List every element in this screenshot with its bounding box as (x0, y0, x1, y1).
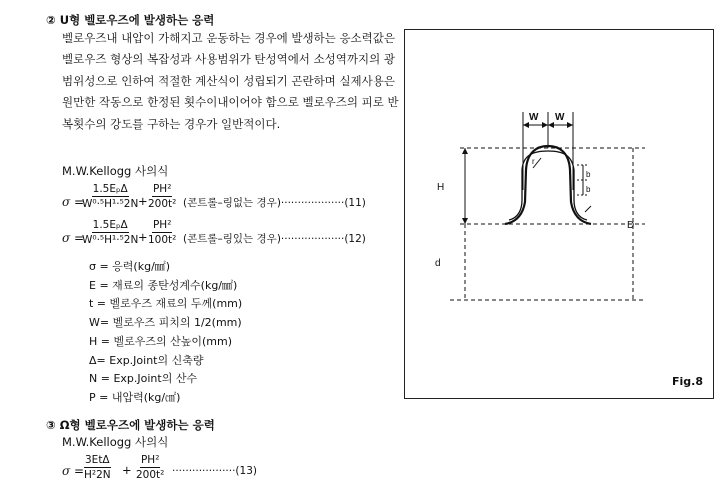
variable-item: E = 재료의 종탄성계수(kg/㎟) (89, 278, 238, 292)
eq13-lhs: σ = (62, 464, 85, 478)
variable-item: t = 벨로우즈 재료의 두께(mm) (89, 297, 243, 311)
eq12-note: (콘트롤–링있는 경우)···················(12) (183, 233, 366, 245)
dim-W-left-label: W (529, 112, 539, 123)
variable-item: P = 내압력(kg/㎠) (89, 390, 181, 404)
paragraph-line: 원만한 작동으로 한정된 횟수이내이어야 함으로 벨로우즈의 피로 반 (62, 95, 399, 110)
eq13-note: ···················(13) (172, 465, 257, 477)
paragraph-line: 복횟수의 강도를 구하는 경우가 일반적이다. (62, 116, 281, 131)
eq13-fraction-1 (84, 454, 111, 481)
eq12-denominator-1: W⁰·⁵H¹·⁵2N (82, 234, 139, 246)
eq13-denominator-2: 200t² (136, 469, 165, 481)
eq11-denominator-1: W⁰·⁵H¹·⁵2N (82, 198, 139, 210)
eq12-numerator-2: PH² (152, 219, 172, 231)
eq12-numerator-1: 1.5EₚΔ (92, 219, 128, 231)
eq13-plus: + (122, 463, 132, 477)
section-2-title: ② U형 벨로우즈에 발생하는 응력 (46, 13, 215, 27)
dim-W-right-label: W (555, 112, 565, 123)
eq11-numerator-2: PH² (152, 183, 172, 195)
eq11-denominator-2: 200t² (148, 198, 177, 210)
paragraph-line: 범위성으로 인하여 적절한 계산식이 성립되기 곤란하며 실제사용은 (62, 73, 395, 88)
variable-item: Δ= Exp.Joint의 신축량 (89, 353, 204, 367)
eq11-lhs: σ = (62, 195, 85, 209)
eq12-denominator-2: 100t² (148, 234, 177, 246)
paragraph-line: 벨로우즈 형상의 복잡성과 사용범위가 탄성역에서 소성역까지의 광 (62, 52, 395, 67)
eq13-denominator-1: H²2N (84, 469, 111, 481)
dim-b2-label: b (586, 185, 591, 194)
bellows-diagram (405, 30, 713, 398)
eq11-plus: + (138, 194, 148, 208)
eq12-lhs: σ = (62, 231, 85, 245)
dim-b1-label: b (586, 170, 591, 179)
variable-item: σ = 응력(kg/㎟) (89, 260, 171, 273)
section-3-formula-source: M.W.Kellogg 사의식 (62, 435, 169, 449)
variable-item: N = Exp.Joint의 산수 (89, 372, 198, 386)
figure-label: Fig.8 (672, 375, 703, 388)
dim-D-label: D (627, 220, 635, 231)
variable-item: W= 벨로우즈 피치의 1/2(mm) (89, 316, 242, 330)
eq13-fraction-2 (136, 454, 164, 481)
eq12-fraction-1 (82, 219, 138, 246)
eq13-numerator-1: 3EtΔ (85, 454, 110, 466)
formula-source: M.W.Kellogg 사의식 (62, 164, 169, 178)
eq11-numerator-1: 1.5EₚΔ (92, 183, 128, 195)
variable-item: H = 벨로우즈의 산높이(mm) (89, 334, 232, 348)
dim-d-label: d (435, 258, 441, 269)
eq12-plus: + (138, 230, 148, 244)
section-3-title: ③ Ω형 벨로우즈에 발생하는 응력 (46, 418, 215, 432)
eq13-numerator-2: PH² (140, 454, 160, 466)
eq11-fraction-2 (148, 183, 176, 210)
variable-list (89, 258, 242, 408)
figure-8-box (404, 29, 714, 399)
eq11-note: (콘트롤–링없는 경우)···················(11) (183, 197, 366, 209)
eq12-fraction-2 (148, 219, 176, 246)
eq11-fraction-1 (82, 183, 138, 210)
section-2-paragraph (62, 28, 399, 135)
paragraph-line: 벨로우즈내 내압이 가해지고 운동하는 경우에 발생하는 응소력값은 (62, 31, 395, 45)
dim-H-label: H (437, 182, 445, 193)
dim-r-label: r (532, 157, 535, 166)
